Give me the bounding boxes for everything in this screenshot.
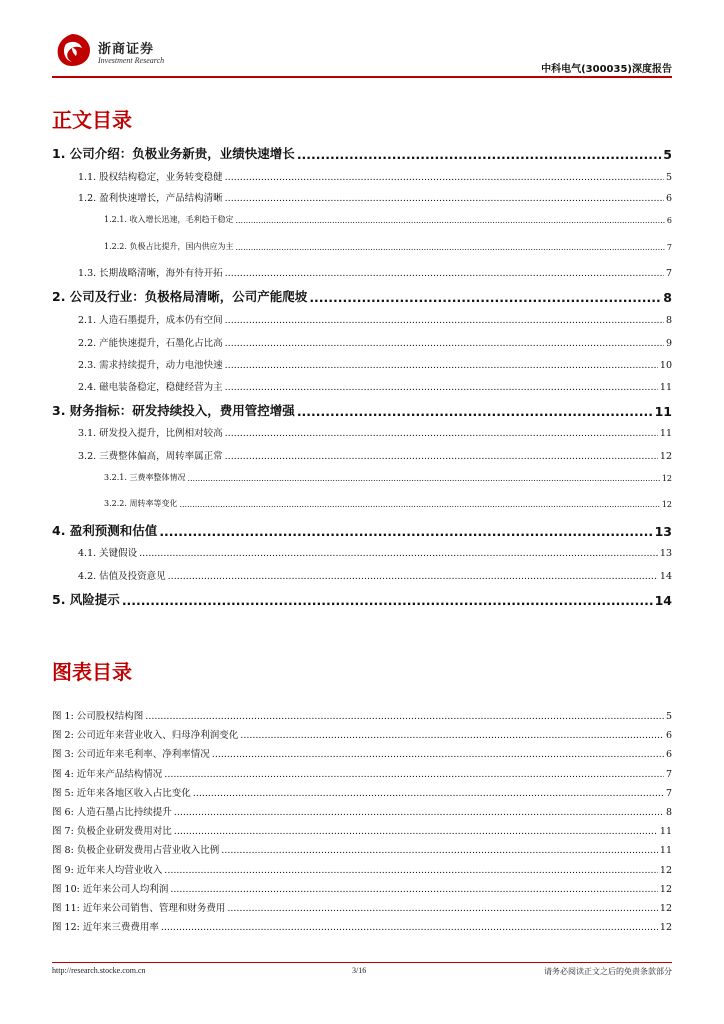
toc-leader-dots [225, 428, 658, 439]
figure-entry-title: 图 9: 近年来人均营业收入 [52, 864, 163, 876]
figure-entry[interactable] [52, 709, 672, 722]
toc-entry[interactable] [52, 289, 672, 305]
toc-leader-dots [225, 338, 664, 349]
toc-entry[interactable] [78, 426, 672, 439]
company-logo [52, 32, 92, 68]
figure-entry[interactable] [52, 767, 672, 780]
toc-entry-title: 5. 风险提示 [52, 592, 120, 607]
figure-entry-title: 图 11: 近年来公司销售、管理和财务费用 [52, 903, 226, 914]
figure-leader-dots [161, 922, 658, 933]
toc-entry-title: 4.2. 估值及投资意见 [78, 571, 166, 582]
report-title: 中科电气(300035)深度报告 [541, 64, 672, 75]
figure-entry-page: 12 [659, 883, 672, 895]
figure-entry-title: 图 3: 公司近年来毛利率、净利率情况 [52, 749, 210, 761]
toc-entry-page: 10 [659, 360, 672, 371]
toc-entry[interactable] [78, 313, 672, 326]
toc-entry-title: 2. 公司及行业：负极格局清晰，公司产能爬坡 [52, 289, 308, 304]
toc-entry-page: 12 [659, 451, 672, 462]
toc-entry-title: 1.1. 股权结构稳定，业务转变稳健 [78, 172, 223, 183]
toc-entry-title: 3.2.1. 三费率整体情况 [104, 473, 186, 482]
toc-leader-dots [122, 593, 653, 608]
toc-entry[interactable] [78, 449, 672, 462]
page-header [52, 32, 672, 78]
figure-leader-dots [174, 807, 664, 818]
figure-entry-title: 图 1: 公司股权结构图 [52, 711, 144, 722]
toc-leader-dots [225, 360, 658, 371]
figure-list-title: 图表目录 [52, 660, 132, 684]
toc-leader-dots [225, 382, 658, 393]
figure-leader-dots [221, 845, 658, 856]
figure-entry-page: 12 [659, 922, 672, 934]
figure-entry[interactable] [52, 843, 672, 856]
figure-entry[interactable] [52, 882, 672, 895]
toc-leader-dots [225, 315, 664, 326]
figure-leader-dots [212, 749, 664, 760]
toc-entry[interactable] [104, 241, 672, 252]
figure-entry-title: 图 7: 负极企业研发费用对比 [52, 826, 172, 838]
toc-leader-dots [225, 193, 664, 204]
figure-entry[interactable] [52, 863, 672, 876]
toc-entry-page: 11 [659, 382, 672, 393]
figure-entry-page: 11 [659, 845, 672, 857]
figure-entry-page: 12 [659, 864, 672, 876]
brand-subtitle: Investment Research [98, 56, 165, 65]
toc-entry-page: 14 [654, 593, 672, 608]
figure-entry[interactable] [52, 901, 672, 914]
figure-entry-title: 图 4: 近年来产品结构情况 [52, 768, 163, 780]
figure-entry[interactable] [52, 747, 672, 760]
figure-entry[interactable] [52, 920, 672, 933]
toc-entry-title: 4.1. 关键假设 [78, 548, 138, 559]
toc-entry-title: 3. 财务指标：研发持续投入，费用管控增强 [52, 403, 295, 418]
toc-entry-title: 1.2.2. 负极占比提升，国内供应为主 [104, 242, 234, 251]
toc-title: 正文目录 [52, 108, 132, 132]
toc-entry-page: 12 [661, 474, 672, 483]
toc-entry-title: 1.2. 盈利快速增长，产品结构清晰 [78, 193, 223, 204]
toc-entry[interactable] [104, 214, 672, 225]
figure-entry-title: 图 12: 近年来三费费用率 [52, 922, 159, 934]
toc-entry[interactable] [52, 592, 672, 608]
toc-leader-dots [309, 290, 661, 305]
toc-entry-page: 11 [659, 428, 672, 439]
toc-entry-page: 12 [661, 500, 672, 509]
toc-entry-page: 8 [665, 315, 672, 326]
toc-leader-dots [235, 243, 664, 252]
toc-leader-dots [168, 571, 658, 582]
header-divider [52, 76, 672, 78]
figure-entry[interactable] [52, 786, 672, 799]
figure-leader-dots [145, 711, 664, 722]
figure-leader-dots [164, 865, 658, 876]
figure-entry-page: 5 [665, 711, 672, 722]
toc-entry[interactable] [78, 336, 672, 349]
toc-leader-dots [187, 474, 659, 483]
toc-entry[interactable] [52, 523, 672, 539]
toc-leader-dots [235, 216, 664, 225]
toc-entry[interactable] [52, 403, 672, 419]
toc-entry-page: 6 [666, 216, 672, 225]
toc-entry[interactable] [104, 498, 672, 509]
figure-leader-dots [240, 730, 664, 741]
toc-entry[interactable] [78, 266, 672, 279]
toc-entry-page: 14 [659, 571, 672, 582]
figure-entry-page: 7 [665, 768, 672, 780]
figure-entry-page: 6 [665, 730, 672, 742]
toc-entry-page: 13 [659, 548, 672, 559]
figure-entry-title: 图 10: 近年来公司人均利润 [52, 883, 169, 895]
toc-entry-page: 5 [663, 147, 672, 162]
figure-entry-page: 12 [659, 903, 672, 914]
toc-entry-page: 5 [665, 172, 672, 183]
toc-leader-dots [159, 524, 652, 539]
toc-entry[interactable] [78, 569, 672, 582]
figure-leader-dots [227, 903, 658, 914]
figure-entry-title: 图 2: 公司近年来营业收入、归母净利润变化 [52, 730, 239, 742]
toc-entry-title: 1.3. 长期战略清晰，海外有待开拓 [78, 268, 223, 279]
footer-divider [52, 962, 672, 963]
toc-leader-dots [225, 451, 658, 462]
toc-entry-page: 11 [654, 404, 672, 419]
toc-entry-title: 2.1. 人造石墨提升，成本仍有空间 [78, 315, 223, 326]
figure-entry-title: 图 8: 负极企业研发费用占营业收入比例 [52, 845, 220, 857]
toc-entry[interactable] [52, 146, 672, 162]
toc-entry-page: 8 [663, 290, 672, 305]
footer-disclaimer: 请务必阅读正文之后的免责条款部分 [544, 967, 672, 976]
toc-entry[interactable] [78, 380, 672, 393]
toc-leader-dots [179, 500, 659, 509]
toc-leader-dots [297, 147, 661, 162]
toc-leader-dots [297, 404, 653, 419]
figure-entry-title: 图 6: 人造石墨占比持续提升 [52, 807, 172, 818]
toc-entry[interactable] [78, 191, 672, 204]
toc-leader-dots [225, 268, 664, 279]
footer-url[interactable]: http://research.stocke.com.cn [52, 966, 146, 975]
toc-entry-title: 1. 公司介绍：负极业务新贵，业绩快速增长 [52, 146, 295, 161]
toc-entry-title: 3.2.2. 周转率等变化 [104, 499, 178, 508]
figure-entry[interactable] [52, 805, 672, 818]
toc-entry-page: 13 [654, 524, 672, 539]
figure-entry[interactable] [52, 728, 672, 741]
toc-entry[interactable] [78, 170, 672, 183]
toc-entry-title: 1.2.1. 收入增长迅速，毛利趋于稳定 [104, 215, 234, 224]
toc-entry-title: 2.4. 磁电装备稳定，稳健经营为主 [78, 382, 223, 393]
toc-entry-page: 9 [665, 338, 672, 349]
toc-entry-title: 3.2. 三费整体偏高，周转率属正常 [78, 451, 223, 462]
figure-entry-page: 6 [665, 749, 672, 761]
toc-entry-page: 7 [665, 268, 672, 279]
figure-entry-page: 7 [665, 787, 672, 799]
toc-entry[interactable] [104, 472, 672, 483]
toc-entry-title: 2.3. 需求持续提升，动力电池快速 [78, 360, 223, 371]
toc-entry-page: 7 [666, 243, 672, 252]
figure-leader-dots [170, 884, 658, 895]
toc-entry-title: 2.2. 产能快速提升，石墨化占比高 [78, 338, 223, 349]
figure-leader-dots [174, 826, 658, 837]
figure-entry[interactable] [52, 824, 672, 837]
toc-leader-dots [139, 548, 658, 559]
footer-page-number: 3/16 [352, 966, 367, 975]
figure-entry-page: 8 [665, 807, 672, 818]
toc-entry[interactable] [78, 358, 672, 371]
toc-entry[interactable] [78, 546, 672, 559]
figure-leader-dots [164, 769, 664, 780]
toc-entry-page: 6 [665, 193, 672, 204]
toc-entry-title: 3.1. 研发投入提升，比例相对较高 [78, 428, 223, 439]
figure-entry-page: 11 [659, 826, 672, 838]
toc-entry-title: 4. 盈利预测和估值 [52, 523, 158, 538]
figure-entry-title: 图 5: 近年来各地区收入占比变化 [52, 787, 191, 799]
brand-name: 浙商证券 [98, 42, 155, 57]
toc-leader-dots [225, 172, 664, 183]
figure-leader-dots [193, 788, 664, 799]
